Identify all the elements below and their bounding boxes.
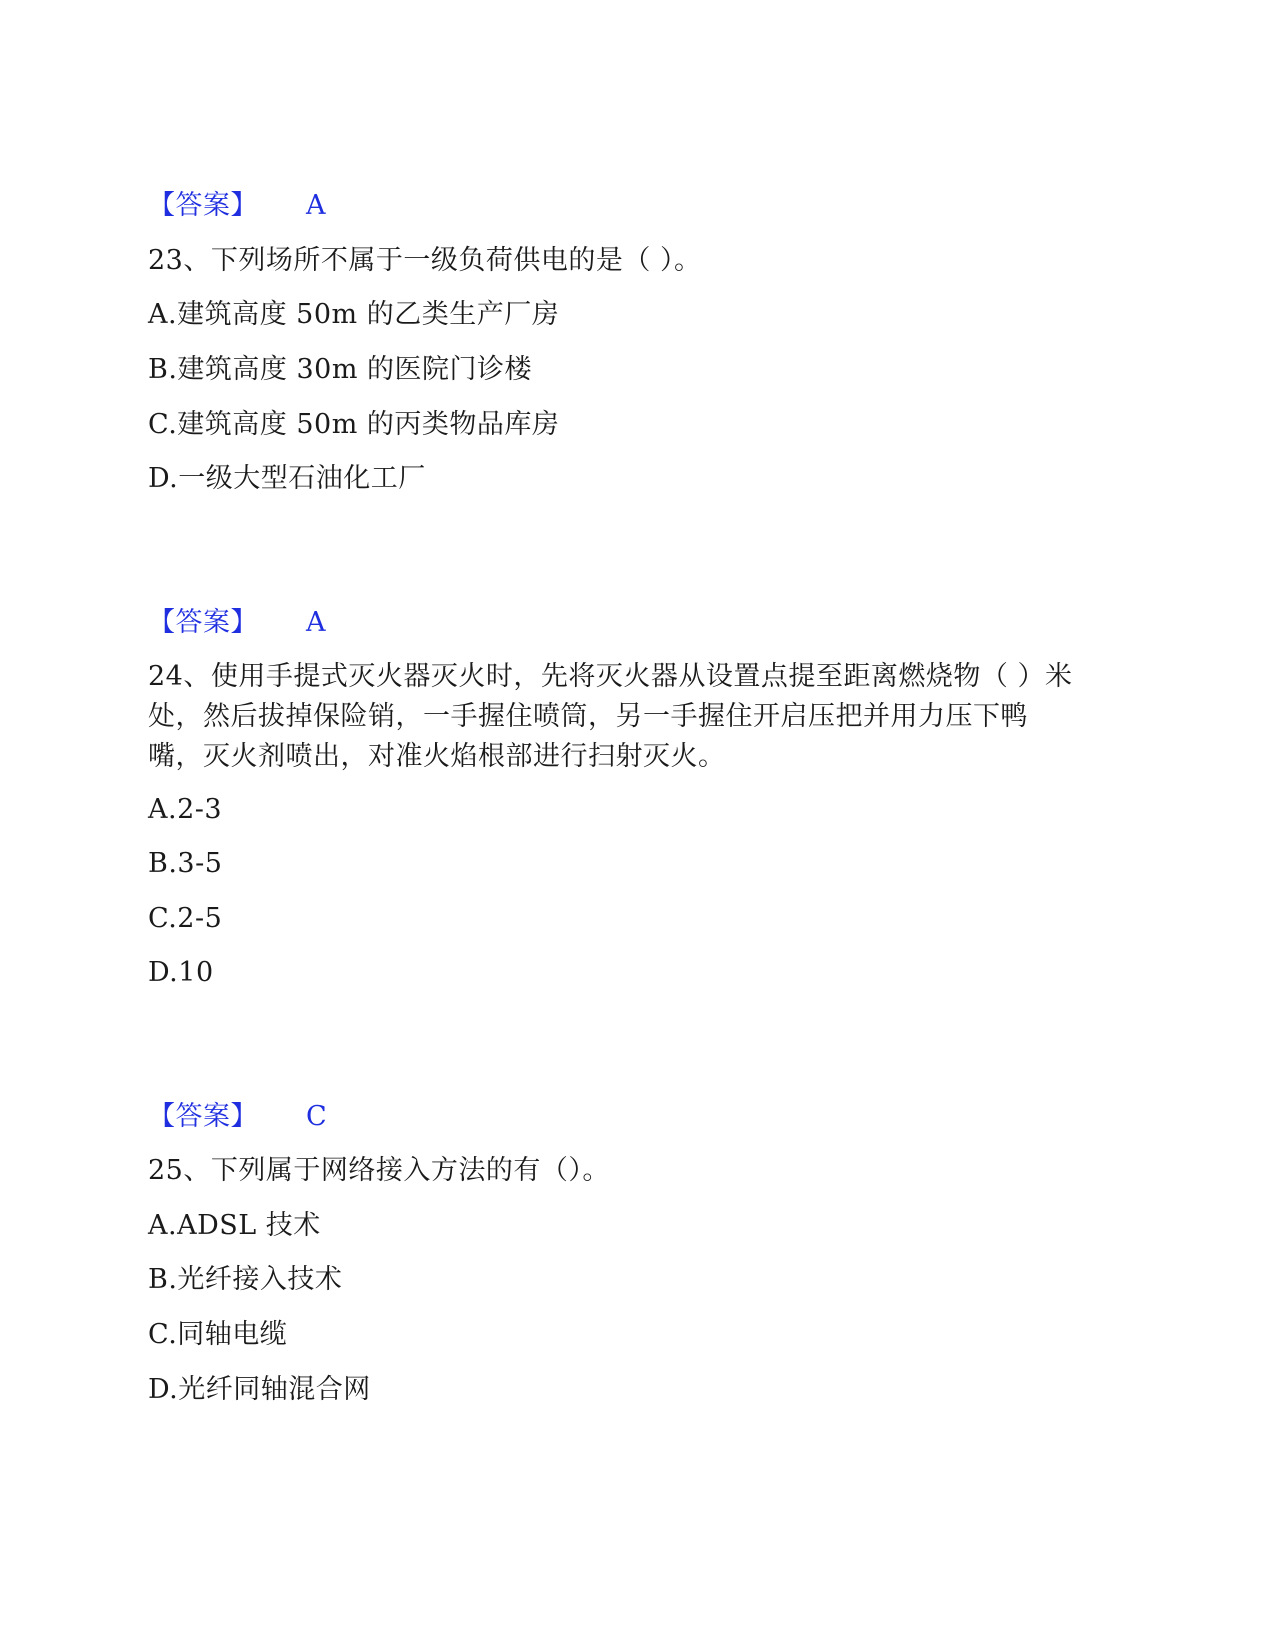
answer-line [148, 609, 326, 636]
answer-label: 【答案】 [148, 190, 258, 221]
option-a: A.2-3 [148, 794, 223, 825]
option-d: D.光纤同轴混合网 [148, 1374, 371, 1405]
option-a: A.建筑高度 50m 的乙类生产厂房 [148, 299, 560, 330]
answer-label: 【答案】 [148, 607, 258, 638]
option-b: B.3-5 [148, 848, 223, 879]
option-b: B.建筑高度 30m 的医院门诊楼 [148, 354, 533, 385]
question-text: 23、下列场所不属于一级负荷供电的是（ ）。 [148, 245, 702, 276]
option-c: C.建筑高度 50m 的丙类物品库房 [148, 409, 560, 440]
answer-line [148, 192, 326, 219]
option-d: D.一级大型石油化工厂 [148, 463, 426, 494]
answer-label: 【答案】 [148, 1101, 258, 1132]
question-text: 25、下列属于网络接入方法的有（）。 [148, 1155, 610, 1186]
answer-value: A [306, 607, 326, 638]
option-b: B.光纤接入技术 [148, 1264, 343, 1295]
answer-value: A [306, 190, 326, 221]
answer-line [148, 1103, 327, 1130]
question-text: 24、使用手提式灭火器灭火时，先将灭火器从设置点提至距离燃烧物（ ）米处，然后拔掉保险销，一手握住喷筒，另一手握住开启压把并用力压下鸭嘴，灭火剂喷出，对准火焰根部进行扫射灭火。 [148, 661, 1073, 772]
option-d: D.10 [148, 957, 214, 988]
option-c: C.同轴电缆 [148, 1319, 288, 1350]
option-a: A.ADSL 技术 [148, 1210, 321, 1241]
option-c: C.2-5 [148, 903, 223, 934]
answer-value: C [306, 1101, 328, 1132]
